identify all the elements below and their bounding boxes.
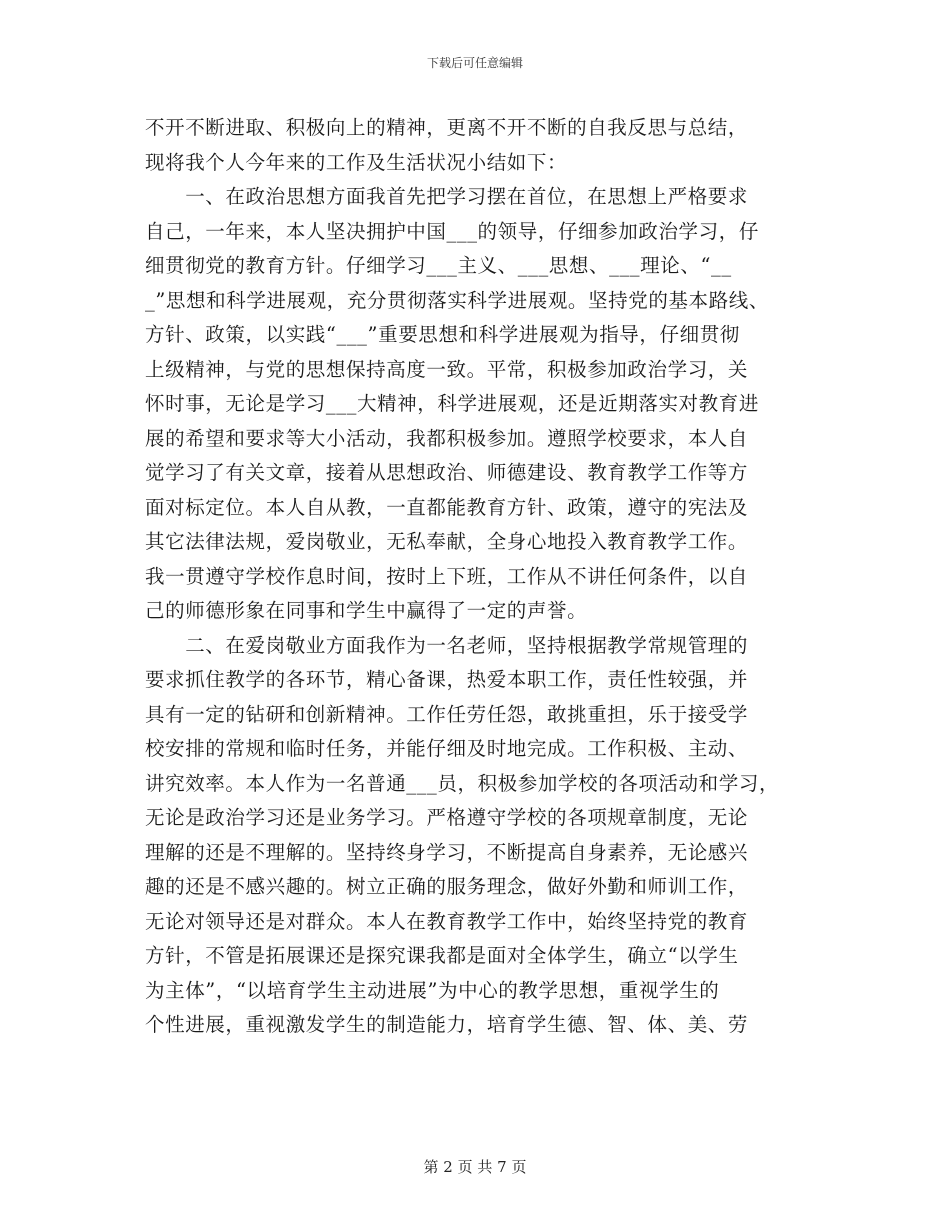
text-line: 具有一定的钻研和创新精神。工作任劳任怨，敢挑重担，乐于接受学: [145, 702, 749, 726]
body-text: [145, 111, 825, 1043]
text-line: 其它法律法规，爱岗敬业，无私奉献，全身心地投入教育教学工作。: [145, 530, 749, 553]
text-line: 个性进展，重视激发学生的制造能力，培育学生德、智、体、美、劳: [145, 1013, 749, 1036]
text-line: 方针，不管是拓展课还是探究课我都是面对全体学生，确立“以学生: [145, 944, 739, 967]
text-line: _”思想和科学进展观，充分贯彻落实科学进展观。坚持党的基本路线、: [145, 288, 769, 312]
text-line: 觉学习了有关文章，接着从思想政治、师德建设、教育教学工作等方: [145, 461, 749, 484]
text-line: 一、在政治思想方面我首先把学习摆在首位，在思想上严格要求: [145, 185, 749, 208]
text-line: 不开不断进取、积极向上的精神，更离不开不断的自我反思与总结，: [145, 116, 749, 139]
text-line: 己的师德形象在同事和学生中赢得了一定的声誉。: [145, 599, 588, 622]
text-line: 讲究效率。本人作为一名普通___员，积极参加学校的各项活动和学习，: [145, 771, 780, 795]
text-line: 细贯彻党的教育方针。仔细学习___主义、___思想、___理论、“__: [145, 254, 732, 277]
text-line: 二、在爱岗敬业方面我作为一名老师，坚持根据教学常规管理的: [145, 633, 749, 657]
text-line: 无论对领导还是对群众。本人在教育教学工作中，始终坚持党的教育: [145, 909, 749, 933]
text-line: 现将我个人今年来的工作及生活状况小结如下：: [145, 150, 568, 174]
text-line: 面对标定位。本人自从教，一直都能教育方针、政策，遵守的宪法及: [145, 495, 749, 519]
text-line: 为主体”，“以培育学生主动进展”为中心的教学思想，重视学生的: [145, 978, 720, 1002]
text-line: 校安排的常规和临时任务，并能仔细及时地完成。工作积极、主动、: [145, 737, 749, 760]
page-header-note: 下载后可任意编辑: [426, 56, 523, 70]
text-line: 趣的还是不感兴趣的。树立正确的服务理念，做好外勤和师训工作，: [145, 875, 749, 898]
page-number-footer: 第 2 页 共 7 页: [423, 1158, 527, 1176]
text-line: 方针、政策，以实践“___”重要思想和科学进展观为指导，仔细贯彻: [145, 323, 740, 346]
text-line: 我一贯遵守学校作息时间，按时上下班，工作从不讲任何条件，以自: [145, 564, 749, 588]
text-line: 上级精神，与党的思想保持高度一致。平常，积极参加政治学习，关: [145, 357, 749, 381]
text-line: 怀时事，无论是学习___大精神，科学进展观，还是近期落实对教育进: [145, 392, 759, 415]
text-line: 理解的还是不理解的。坚持终身学习，不断提高自身素养，无论感兴: [145, 840, 749, 864]
text-line: 要求抓住教学的各环节，精心备课，热爱本职工作，责任性较强，并: [145, 668, 749, 691]
text-line: 自己，一年来，本人坚决拥护中国___的领导，仔细参加政治学习，仔: [145, 219, 759, 243]
text-line: 无论是政治学习还是业务学习。严格遵守学校的各项规章制度，无论: [145, 806, 749, 829]
text-line: 展的希望和要求等大小活动，我都积极参加。遵照学校要求，本人自: [145, 426, 749, 450]
